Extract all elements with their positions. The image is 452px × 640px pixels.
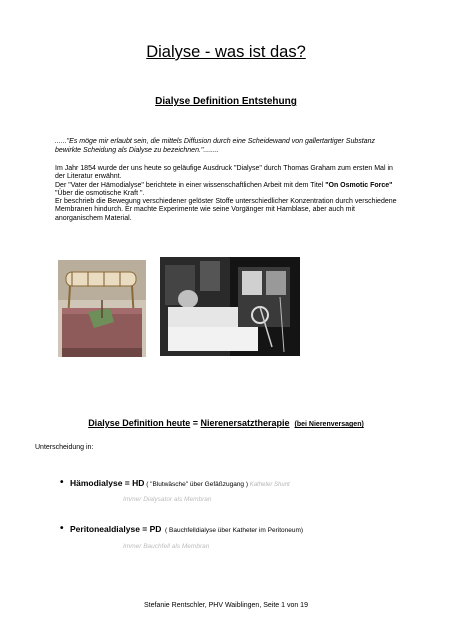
section-heading-heute: [0, 418, 452, 428]
paragraph-line: Er beschrieb die Bewegung verschiedener gelöster Stoffe unterschiedlicher Konzentration durch verschiedene: [55, 198, 397, 206]
item-title: Hämodialyse = HD: [70, 478, 145, 488]
paragraph-line: [55, 182, 405, 190]
bullet-dot: •: [60, 523, 64, 534]
heading-note: (bei Nierenversagen): [294, 421, 364, 428]
quote-line: bewirkte Scheidung als Dialyse zu bezeichnen."........: [55, 146, 219, 154]
graham-quote: [55, 138, 395, 155]
distinction-label: Unterscheidung in:: [35, 444, 94, 451]
paragraph-line: "Über die osmotische Kraft ".: [55, 189, 145, 197]
paragraph-line: Membranen hindurch. Er machte Experimente wie seine Vorgänger mit Harnblase, aber auch mit: [55, 206, 355, 214]
list-item-hd: [60, 477, 290, 488]
item-title: Peritonealdialyse = PD: [70, 524, 162, 534]
paragraph-line: anorganischem Material.: [55, 214, 132, 222]
item-sub-hd: Immer Dialysator als Membran: [123, 496, 212, 503]
heading-equals: =: [190, 418, 201, 428]
quote-line: ......"Es möge mir erlaubt sein, die mittels Diffusion durch eine Scheidewand von gallertartiger Substanz: [55, 138, 375, 145]
section-heading-entstehung: Dialyse Definition Entstehung: [155, 96, 297, 107]
heading-definition: Dialyse Definition heute: [88, 418, 191, 428]
paragraph-line: Im Jahr 1854 wurde der uns heute so geläufige Ausdruck "Dialyse" durch Thomas Graham zum ersten Mal in: [55, 165, 393, 172]
heading-therapy: Nierenersatztherapie: [200, 418, 290, 428]
page-title: Dialyse - was ist das?: [146, 43, 306, 61]
item-note: ( Bauchfelldialyse über Katheter im Peritoneum): [161, 527, 304, 534]
page-footer: Stefanie Rentschler, PHV Waiblingen, Seite 1 von 19: [144, 602, 308, 609]
paragraph-line: der Literatur erwähnt.: [55, 173, 122, 181]
historic-dialysis-photo: [160, 257, 300, 356]
list-item-pd: [60, 523, 304, 534]
dialysis-apparatus-photo: [58, 260, 146, 357]
item-grey-note: Katheter Shunt: [248, 482, 290, 488]
item-sub-pd: Immer Bauchfell als Membran: [123, 543, 210, 550]
paper-title: "On Osmotic Force": [325, 181, 393, 189]
bullet-dot: •: [60, 477, 64, 488]
history-paragraph: [55, 165, 405, 223]
paragraph-text: Der "Vater der Hämodialyse" berichtete in einer wissenschaftlichen Arbeit mit dem Titel: [55, 181, 326, 189]
item-note: ( "Blutwäsche" über Gefäßzugang ): [144, 481, 249, 488]
